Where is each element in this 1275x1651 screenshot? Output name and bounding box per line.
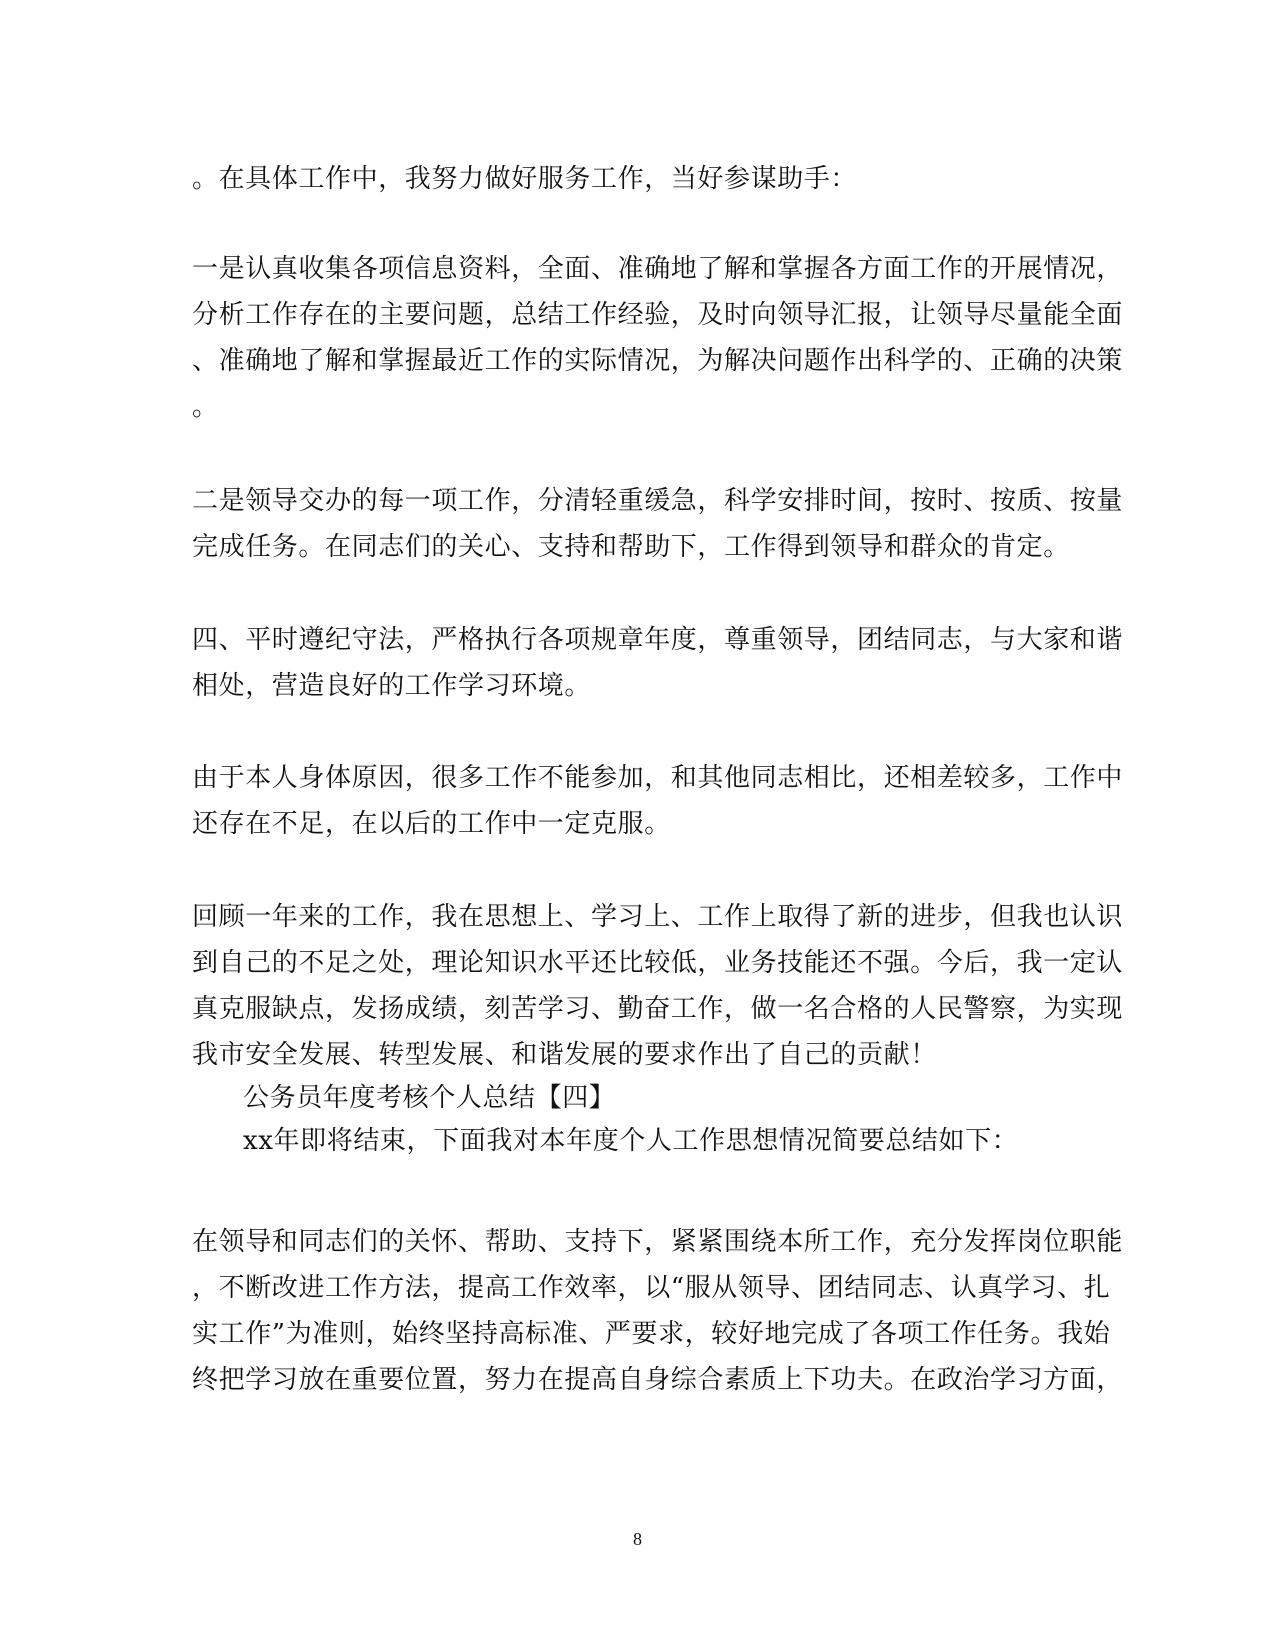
paragraph-8-line-1: xx年即将结束，下面我对本年度个人工作思想情况简要总结如下： [243,1126,1019,1156]
paragraph-6-line-1: 回顾一年来的工作，我在思想上、学习上、工作上取得了新的进步，但我也认识 [192,902,1124,932]
paragraph-4-line-1: 四、平时遵纪守法，严格执行各项规章年度，尊重领导，团结同志，与大家和谐 [192,625,1124,655]
paragraph-9-line-3: 实工作”为准则，始终坚持高标准、严要求，较好地完成了各项工作任务。我始 [192,1319,1111,1349]
paragraph-5-line-2: 还存在不足，在以后的工作中一定克服。 [192,809,671,839]
paragraph-9-line-4: 终把学习放在重要位置，努力在提高自身综合素质上下功夫。在政治学习方面， [192,1365,1124,1395]
paragraph-2-line-4: 。 [192,392,219,422]
section-heading: 公务员年度考核个人总结【四】 [243,1083,616,1113]
paragraph-9-line-1: 在领导和同志们的关怀、帮助、支持下，紧紧围绕本所工作，充分发挥岗位职能 [192,1227,1124,1257]
page-number: 8 [633,1529,642,1549]
paragraph-9-line-2: ，不断改进工作方法，提高工作效率，以“服从领导、团结同志、认真学习、扎 [192,1273,1111,1303]
paragraph-6-line-2: 到自己的不足之处，理论知识水平还比较低，业务技能还不强。今后，我一定认 [192,948,1124,978]
paragraph-6-line-3: 真克服缺点，发扬成绩，刻苦学习、勤奋工作，做一名合格的人民警察，为实现 [192,994,1124,1024]
paragraph-3-line-1: 二是领导交办的每一项工作，分清轻重缓急，科学安排时间，按时、按质、按量 [192,486,1124,516]
paragraph-2-line-3: 、准确地了解和掌握最近工作的实际情况，为解决问题作出科学的、正确的决策 [192,346,1124,376]
paragraph-3-line-2: 完成任务。在同志们的关心、支持和帮助下，工作得到领导和群众的肯定。 [192,532,1070,562]
paragraph-6-line-4: 我市安全发展、转型发展、和谐发展的要求作出了自己的贡献！ [192,1040,937,1070]
paragraph-5-line-1: 由于本人身体原因，很多工作不能参加，和其他同志相比，还相差较多，工作中 [192,763,1124,793]
paragraph-4-line-2: 相处，营造良好的工作学习环境。 [192,671,592,701]
paragraph-1-line-1: 。在具体工作中，我努力做好服务工作，当好参谋助手： [192,164,858,194]
paragraph-2-line-2: 分析工作存在的主要问题，总结工作经验，及时向领导汇报，让领导尽量能全面 [192,300,1124,330]
paragraph-2-line-1: 一是认真收集各项信息资料，全面、准确地了解和掌握各方面工作的开展情况， [192,254,1124,284]
